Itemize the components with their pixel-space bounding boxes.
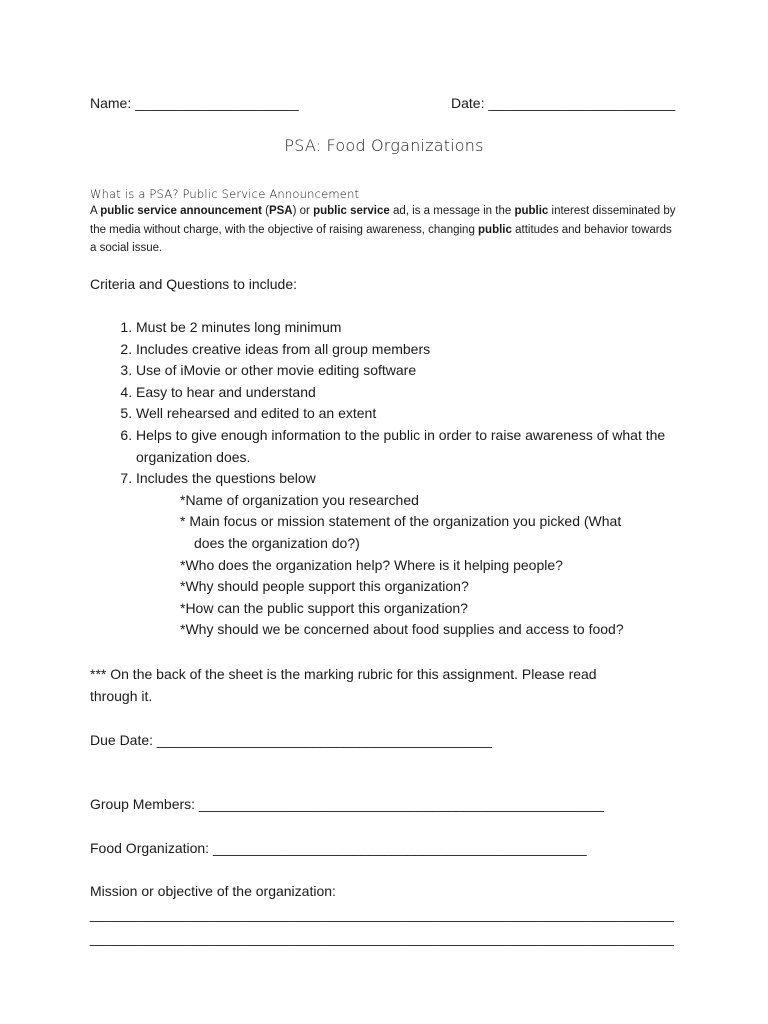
criteria-item: 1. Must be 2 minutes long minimum xyxy=(136,317,716,339)
def-text: ( xyxy=(261,205,269,217)
mission-blank-line: ___________________________________________________________________________ xyxy=(90,930,674,946)
def-text: ad, is a message in the xyxy=(389,205,515,217)
def-bold: PSA xyxy=(268,205,293,217)
question-item: *Why should we be concerned about food supplies and access to food? xyxy=(180,621,624,638)
criteria-item: 3. Use of iMovie or other movie editing software xyxy=(136,360,716,382)
question-item: *How can the public support this organization? xyxy=(180,599,468,616)
rubric-note: *** On the back of the sheet is the marking rubric for this assignment. Please read xyxy=(90,666,597,682)
mission-label: Mission or objective of the organization: xyxy=(90,883,336,899)
question-line: * Main focus or mission statement of the organization you picked (What xyxy=(180,513,622,530)
def-text: interest disseminated by the media without charge, with the objective of raising awareness, changing xyxy=(90,205,676,236)
criteria-item: 4. Easy to hear and understand xyxy=(136,382,716,404)
def-bold: public service announcement xyxy=(100,205,262,217)
name-field: Name: _____________________ xyxy=(90,95,299,111)
def-bold: public xyxy=(478,223,512,236)
criteria-heading: Criteria and Questions to include: xyxy=(90,276,297,292)
def-bold: public xyxy=(514,205,549,217)
question-item: *Why should people support this organization? xyxy=(180,578,469,595)
definition-heading: What is a PSA? Public Service Announcement xyxy=(90,187,360,201)
rubric-note-cont: through it. xyxy=(90,688,153,704)
criteria-item: 6. Helps to give enough information to the public in order to raise awareness of what the organization does. xyxy=(136,425,716,468)
group-members-field: Group Members: ____________________________________________________ xyxy=(90,796,604,812)
mission-blank-line: ___________________________________________________________________________ xyxy=(90,906,674,922)
def-text: A xyxy=(90,205,101,217)
def-bold: public service xyxy=(313,205,390,217)
question-item: *Name of organization you researched xyxy=(180,491,419,508)
due-date-field: Due Date: ___________________________________________ xyxy=(90,732,492,748)
criteria-item xyxy=(136,468,716,641)
question-item xyxy=(180,511,716,554)
question-line: does the organization do?) xyxy=(194,534,360,551)
food-organization-field: Food Organization: ________________________________________________ xyxy=(90,840,587,856)
psa-definition xyxy=(90,202,680,258)
def-text: ) or xyxy=(292,205,314,217)
criteria-list xyxy=(90,317,716,641)
criteria-item: 2. Includes creative ideas from all group members xyxy=(136,339,716,361)
page-title: PSA: Food Organizations xyxy=(284,136,484,155)
date-field: Date: ________________________ xyxy=(451,95,676,111)
def-text: attitudes and behavior towards a social issue. xyxy=(90,223,672,254)
question-item: *Who does the organization help? Where is it helping people? xyxy=(180,556,563,573)
criteria-item-label: Includes the questions below xyxy=(136,470,316,487)
questions-list xyxy=(136,490,716,641)
criteria-item: 5. Well rehearsed and edited to an extent xyxy=(136,403,716,425)
